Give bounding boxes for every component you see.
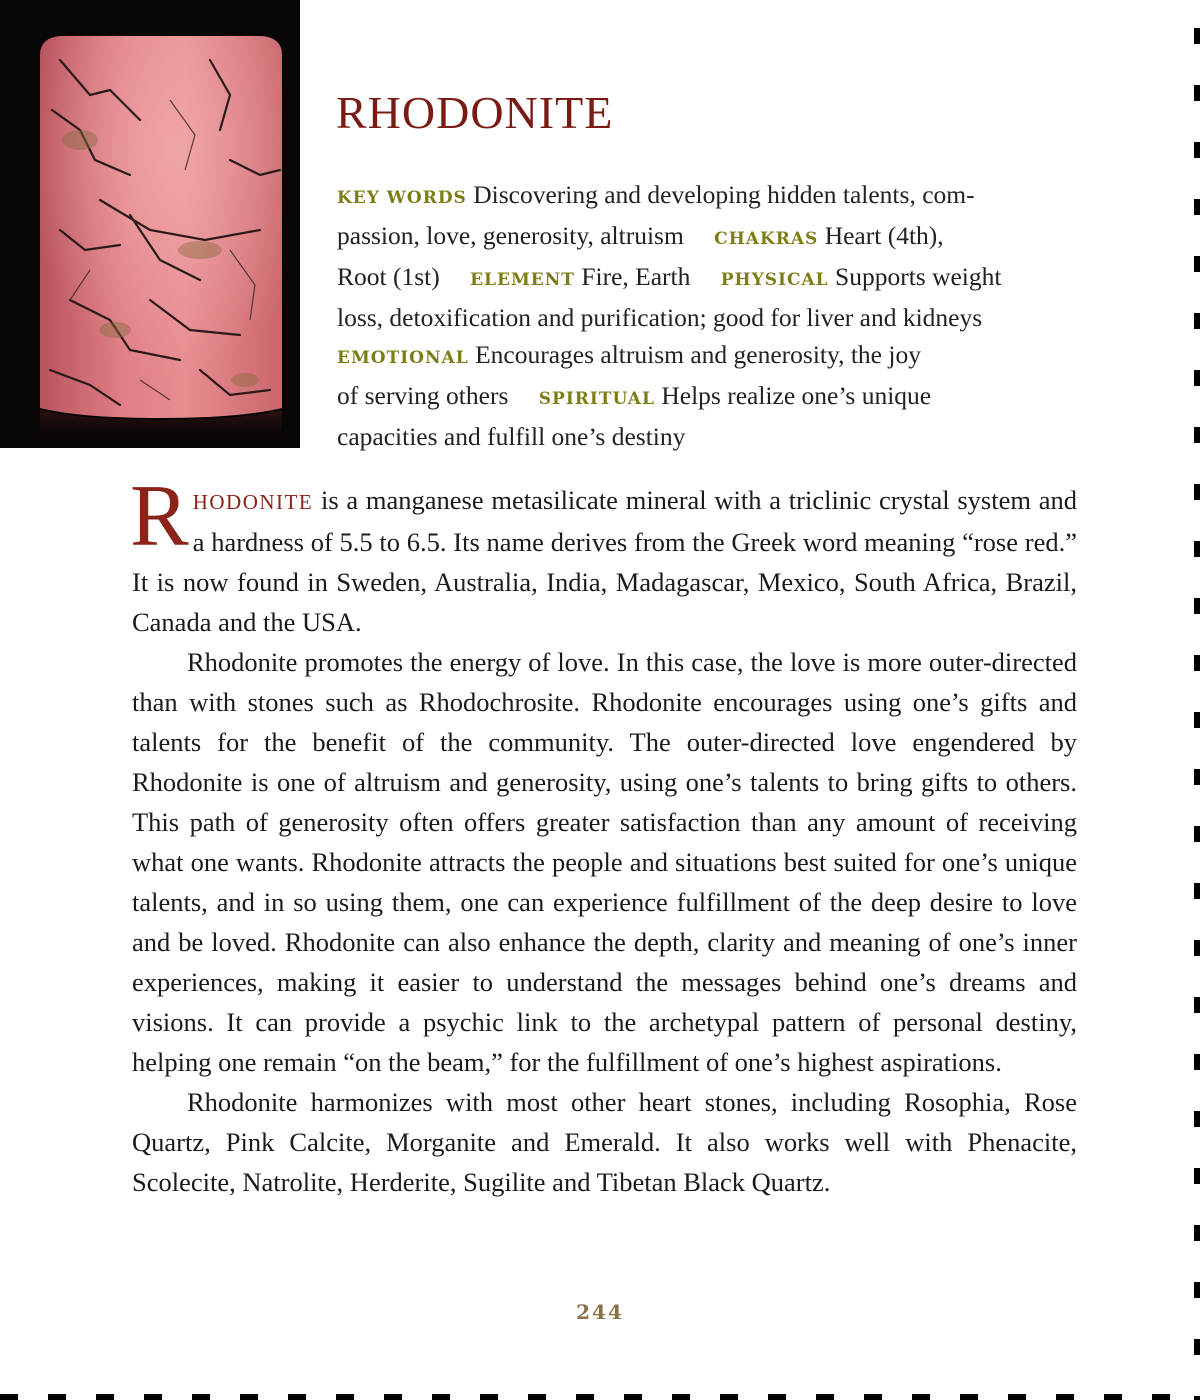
article-body [130,468,1077,1202]
lead-in-word: HODONITE [192,490,314,514]
drop-cap: R [130,468,189,565]
emotional-value: of serving others [337,381,509,410]
chakras-label: CHAKRAS [714,229,819,249]
properties-line [337,336,1077,377]
key-words-label: KEY WORDS [337,188,467,208]
paragraph-text: is a manganese metasilicate mineral with a triclinic crystal system and a hardness of 5.5 to 6.5. Its name derives from the Greek word meaning “rose red.” It is now found in Sweden, Australia, India, Madagascar, Mexico, South Africa, Brazil, Canada and the USA. [132,485,1077,637]
key-words-value: passion, love, generosity, altruism [337,221,684,250]
properties-line [337,176,1077,217]
page-number: 244 [576,1300,624,1324]
spiritual-value: capacities and fulfill one’s destiny [337,422,686,451]
element-label: ELEMENT [470,270,575,290]
paragraph-intro [130,468,1077,642]
properties-block [337,176,1077,455]
properties-line [337,217,1077,258]
properties-line [337,418,1077,455]
rhodonite-stone-photo [0,0,300,448]
spiritual-label: SPIRITUAL [538,389,655,409]
bottom-edge-marks [0,1394,1200,1400]
emotional-value: Encourages altruism and generosity, the joy [475,340,921,369]
physical-value: loss, detoxification and purification; good for liver and kidneys [337,303,983,332]
right-edge-marks [1194,0,1200,1400]
spiritual-value: Helps realize one’s unique [661,381,932,410]
emotional-label: EMOTIONAL [337,348,469,368]
stone-title: RHODONITE [336,87,614,138]
properties-line [337,377,1077,418]
element-value: Fire, Earth [581,262,691,291]
chakras-value: Heart (4th), [824,221,944,250]
properties-line [337,258,1077,299]
rhodonite-stone-illustration [0,0,300,448]
physical-label: PHYSICAL [720,270,829,290]
physical-value: Supports weight [835,262,1002,291]
paragraph: Rhodonite promotes the energy of love. In this case, the love is more outer-directed than with stones such as Rhodochrosite. Rhodonite encourages using one’s gifts and talents for the benefit of the community. The outer-directed love engendered by Rhodonite is one of altruism and generosity, using one’s talents to bring gifts to others. This path of generosity often offers greater satisfaction than any amount of receiving what one wants. Rhodonite attracts the people and situations best suited for one’s unique talents, and in so using them, one can experience fulfillment of the deep desire to love and be loved. Rhodonite can also enhance the depth, clarity and meaning of one’s inner experiences, making it easier to understand the messages behind one’s dreams and visions. It can provide a psychic link to the archetypal pattern of personal destiny, helping one remain “on the beam,” for the fulfillment of one’s highest aspirations. [132,647,1077,1077]
properties-line [337,299,1077,336]
chakras-value: Root (1st) [337,262,440,291]
key-words-value: Discovering and developing hidden talents, com- [473,180,975,209]
paragraph: Rhodonite harmonizes with most other heart stones, including Rosophia, Rose Quartz, Pink Calcite, Morganite and Emerald. It also works well with Phenacite, Scolecite, Natrolite, Herderite, Sugilite and Tibetan Black Quartz. [132,1087,1077,1197]
